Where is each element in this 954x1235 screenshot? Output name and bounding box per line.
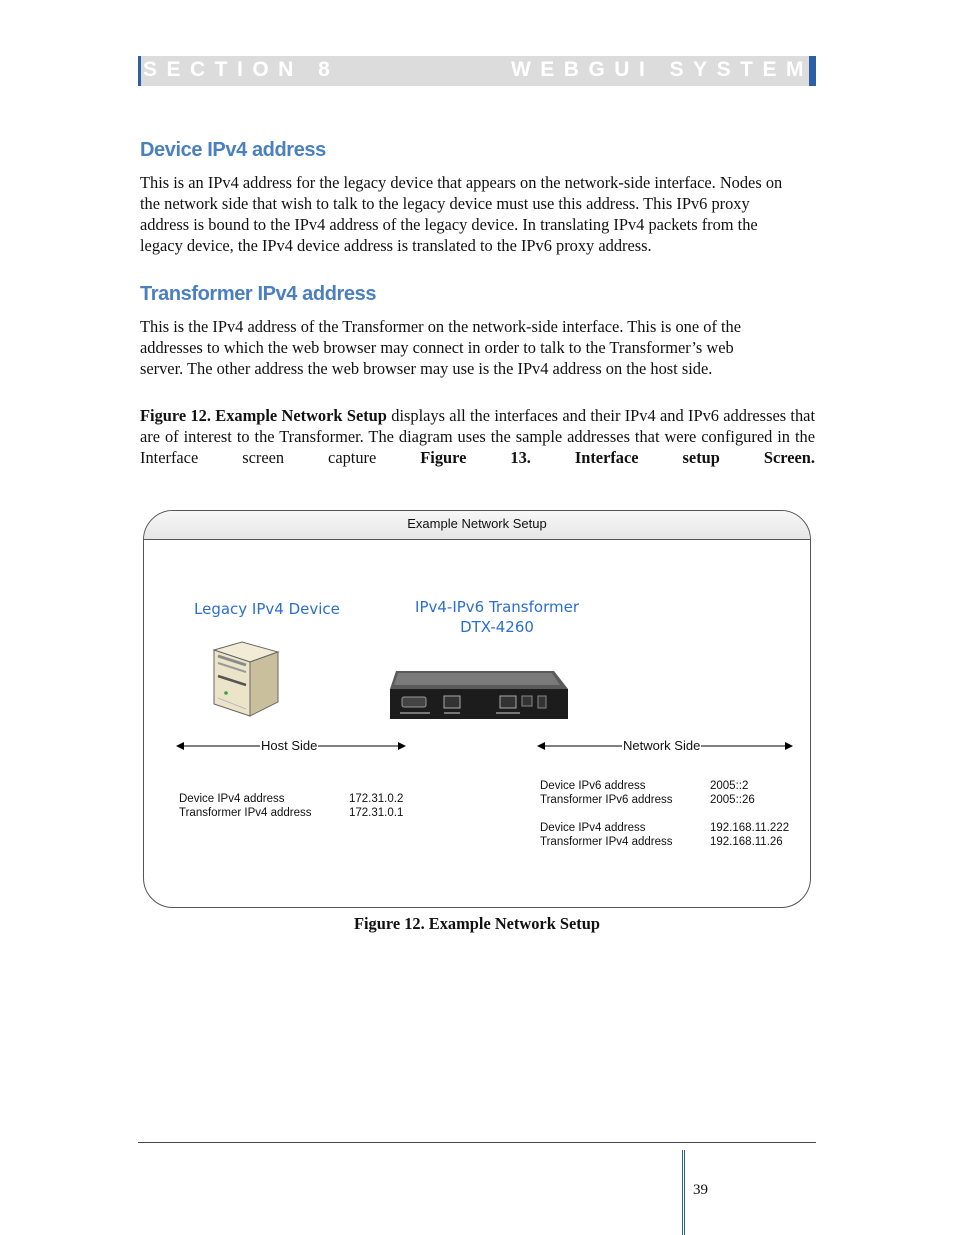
net-device-ipv4-value: 192.168.11.222 xyxy=(710,822,790,834)
network-side-label: Network Side xyxy=(623,738,701,753)
diagram-title: Example Network Setup xyxy=(407,516,547,531)
net-device-ipv6-label: Device IPv6 address xyxy=(540,780,646,792)
heading-device-ipv4: Device IPv4 address xyxy=(140,139,326,161)
paragraph-figure-reference xyxy=(140,405,815,469)
net-transformer-ipv6-value: 2005::26 xyxy=(710,794,755,806)
transformer-label-line2: DTX-4260 xyxy=(460,618,534,636)
host-device-ipv4-value: 172.31.0.2 xyxy=(349,793,404,805)
network-diagram xyxy=(143,510,811,908)
section-number: SECTION 8 xyxy=(143,58,340,81)
figure-ref-bold-end: Figure 13. Interface setup Screen. xyxy=(420,448,815,467)
figure-ref-text: displays all the interfaces and their IPv4 and IPv6 addresses that are of interest to the Transformer. The diagram uses the sample addresses that were configured in the Interface screen capture xyxy=(140,406,815,467)
figure-ref-bold: Figure 12. Example Network Setup xyxy=(140,406,387,425)
legacy-device-label: Legacy IPv4 Device xyxy=(194,600,340,618)
page-number: 39 xyxy=(693,1182,708,1198)
paragraph-device-ipv4: This is an IPv4 address for the legacy device that appears on the network-side interface. Nodes on the network side that wish to talk to the legacy device must use this address. This IPv6 proxy address is bound to the IPv4 address of the legacy device. In translating IPv4 packets from the legacy device, the IPv4 device address is translated to the IPv6 proxy address. xyxy=(140,173,783,255)
net-transformer-ipv4-label: Transformer IPv4 address xyxy=(540,836,673,848)
net-device-ipv4-label: Device IPv4 address xyxy=(540,822,646,834)
server-tower-icon xyxy=(212,638,282,718)
paragraph-transformer-ipv4: This is the IPv4 address of the Transformer on the network-side interface. This is one of the addresses to which the web browser may connect in order to talk to the Transformer’s web server. The other address the web browser may use is the IPv4 address on the host side. xyxy=(140,317,742,378)
footer-divider xyxy=(138,1142,816,1143)
section-title: WEBGUI SYSTEM xyxy=(510,58,813,81)
host-side-label: Host Side xyxy=(261,738,318,753)
page-number-bar xyxy=(682,1150,685,1235)
host-device-ipv4-label: Device IPv4 address xyxy=(179,793,285,805)
diagram-title-bar xyxy=(144,511,810,540)
heading-transformer-ipv4: Transformer IPv4 address xyxy=(140,283,377,305)
host-transformer-ipv4-value: 172.31.0.1 xyxy=(349,807,404,819)
figure-caption: Figure 12. Example Network Setup xyxy=(353,914,600,933)
net-transformer-ipv4-value: 192.168.11.26 xyxy=(710,836,783,848)
transformer-device-icon xyxy=(388,669,570,721)
transformer-label-line1: IPv4-IPv6 Transformer xyxy=(415,598,579,616)
net-transformer-ipv6-label: Transformer IPv6 address xyxy=(540,794,673,806)
section-header-bar xyxy=(138,56,816,86)
net-device-ipv6-value: 2005::2 xyxy=(710,780,749,792)
host-transformer-ipv4-label: Transformer IPv4 address xyxy=(179,807,312,819)
